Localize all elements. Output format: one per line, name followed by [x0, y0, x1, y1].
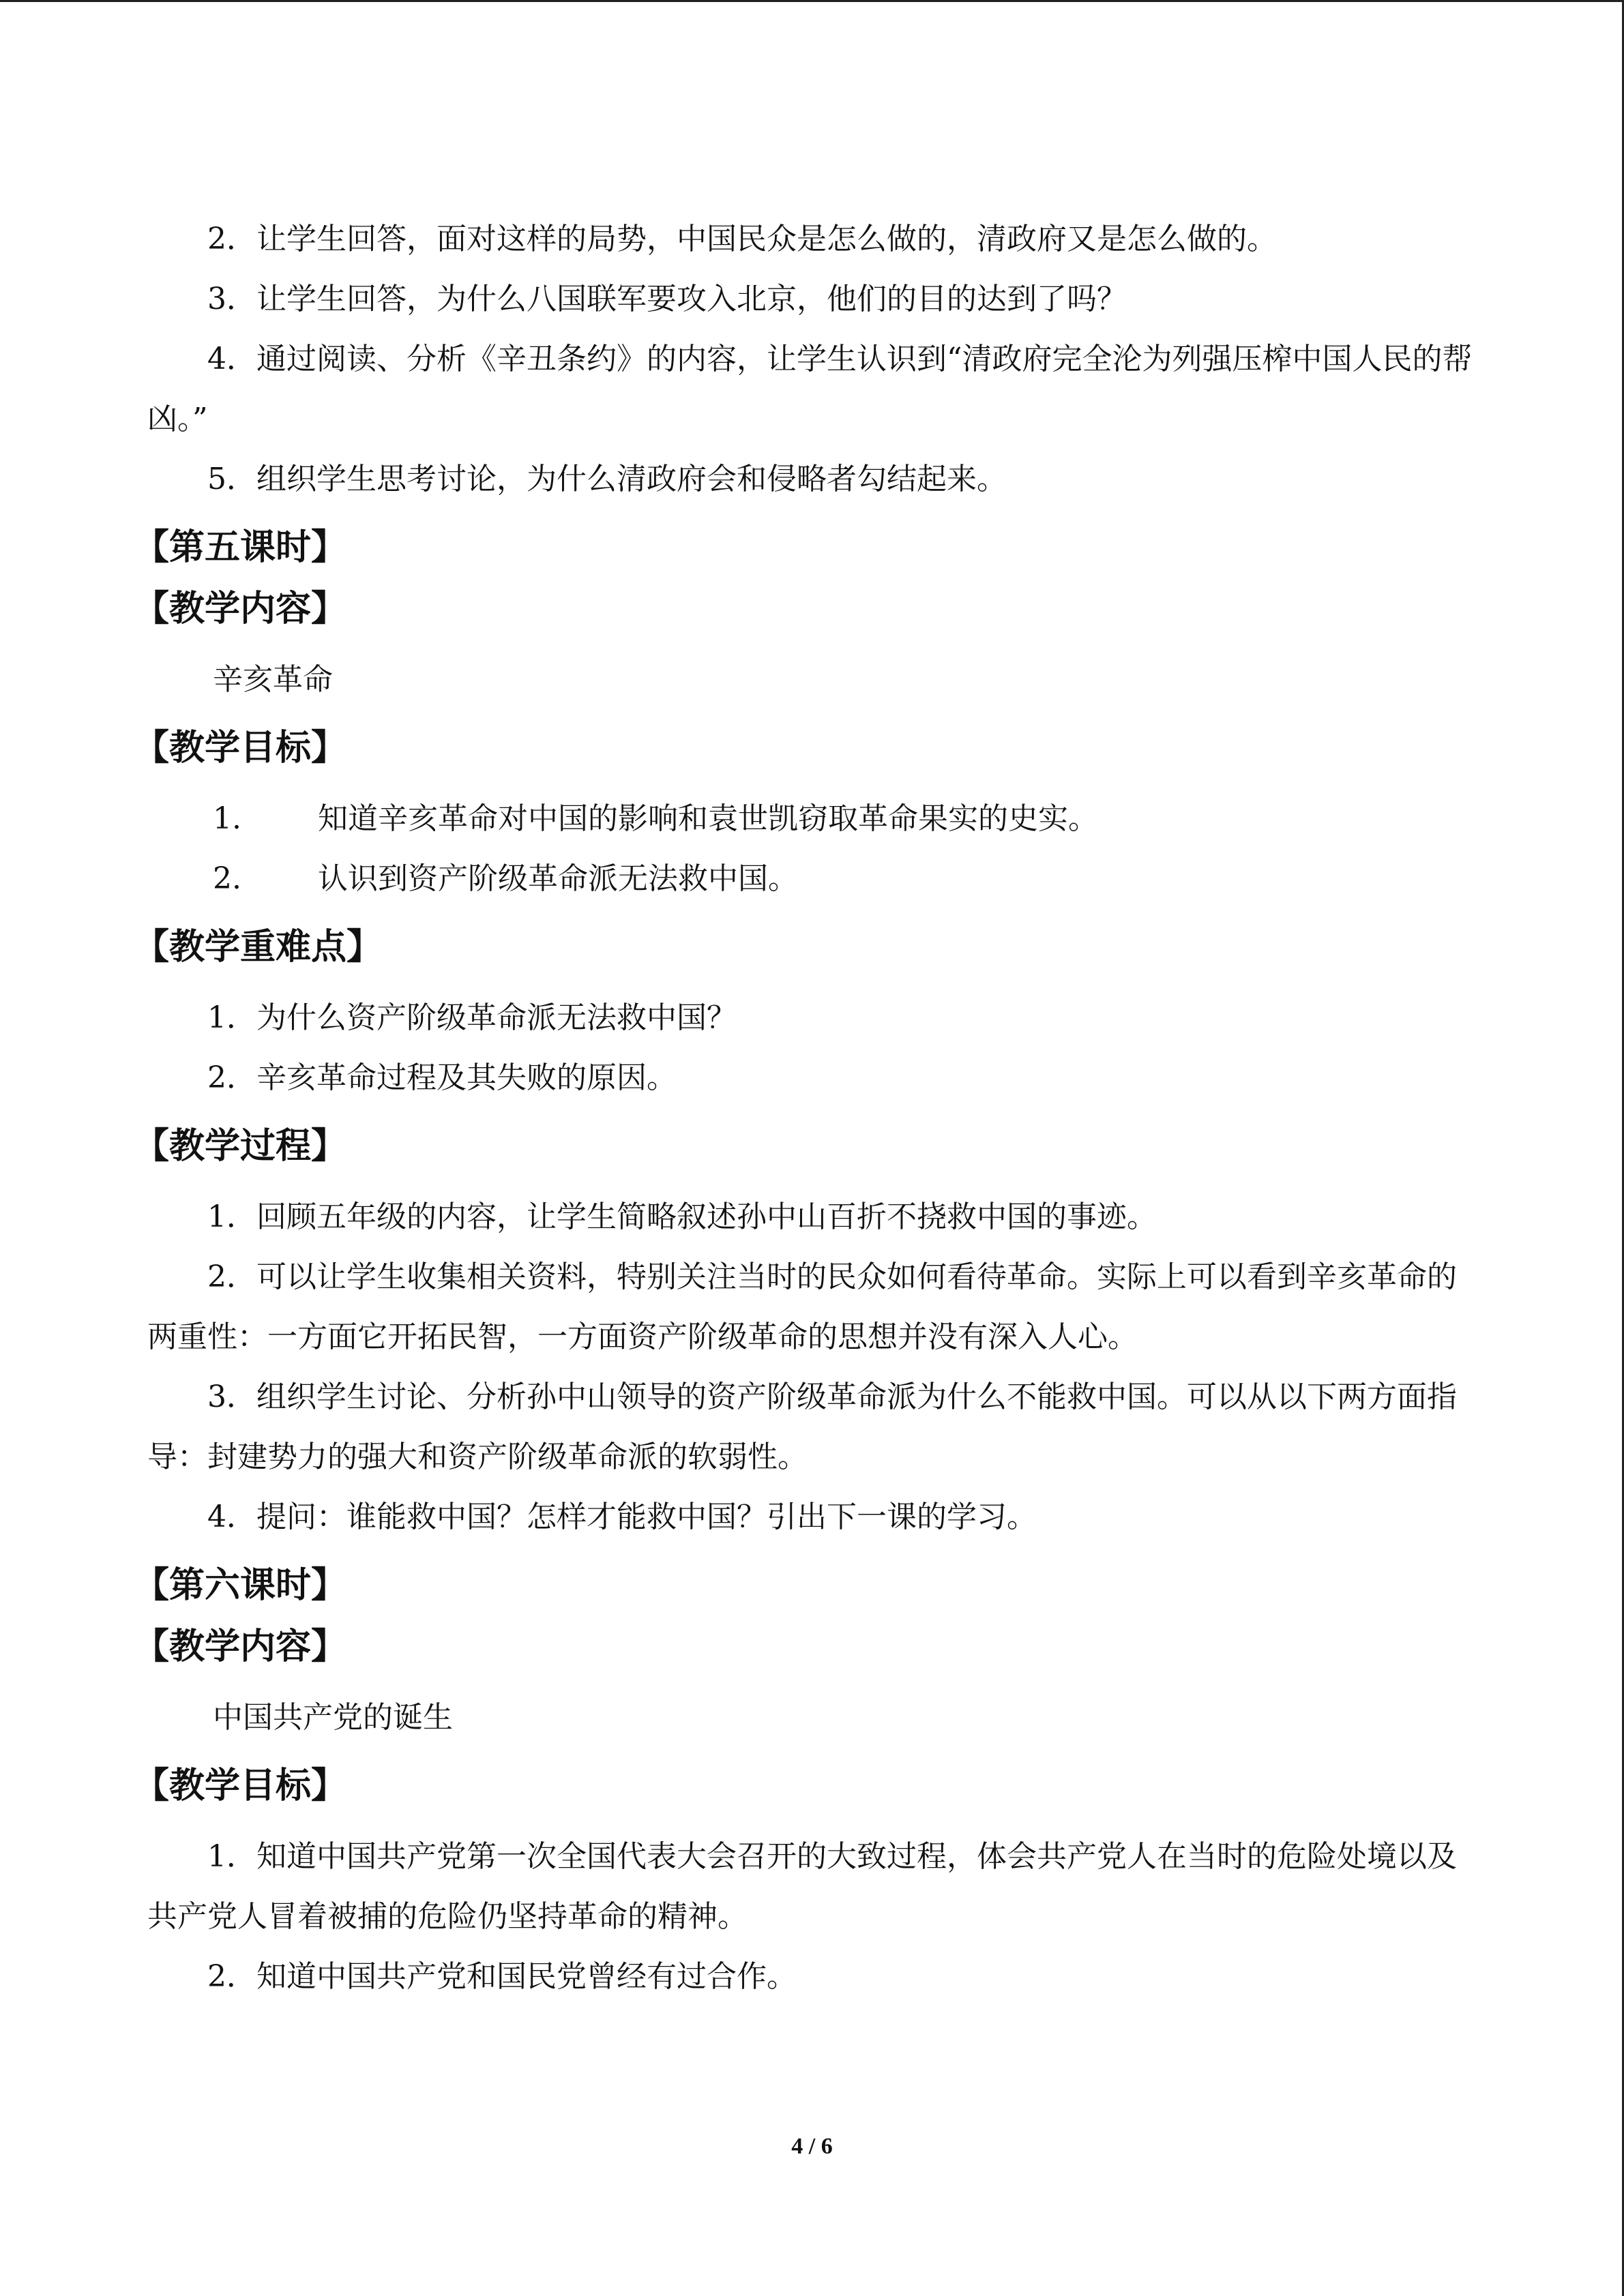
item-number: 2.	[213, 861, 241, 896]
document-body	[134, 209, 1477, 2007]
section-heading: 【教学过程】	[134, 1125, 347, 1167]
paragraph: 2．知道中国共产党和国民党曾经有过合作。	[207, 1959, 797, 1994]
paragraph: 1．为什么资产阶级革命派无法救中国？	[207, 1000, 737, 1035]
section-content: 辛亥革命	[213, 662, 333, 697]
paragraph: 4．通过阅读、分析《辛丑条约》的内容，让学生认识到“清政府完全沦为列强压榨中国人民的帮凶。”	[147, 342, 1473, 436]
item-text: 认识到资产阶级革命派无法救中国。	[318, 861, 798, 896]
paragraph: 3．让学生回答，为什么八国联军要攻入北京，他们的目的达到了吗？	[207, 282, 1127, 316]
item-text: 知道辛亥革命对中国的影响和袁世凯窃取革命果实的史实。	[318, 801, 1098, 836]
page-number: 4 / 6	[791, 2134, 833, 2159]
section-heading: 【第五课时】	[134, 526, 347, 568]
item-number: 1.	[213, 801, 241, 836]
paragraph: 2．让学生回答，面对这样的局势，中国民众是怎么做的，清政府又是怎么做的。	[207, 222, 1277, 256]
section-heading: 【教学目标】	[134, 727, 347, 769]
section-heading: 【教学目标】	[134, 1765, 347, 1806]
paragraph: 5．组织学生思考讨论，为什么清政府会和侵略者勾结起来。	[207, 462, 1007, 496]
section-heading: 【教学重难点】	[134, 926, 383, 968]
numbered-item	[147, 789, 1477, 849]
paragraph: 1．知道中国共产党第一次全国代表大会召开的大致过程，体会共产党人在当时的危险处境以及共产党人冒着被捕的危险仍坚持革命的精神。	[147, 1839, 1457, 1934]
paragraph: 4．提问：谁能救中国？怎样才能救中国？引出下一课的学习。	[207, 1500, 1037, 1534]
section-heading: 【教学内容】	[134, 1626, 347, 1667]
paragraph: 3．组织学生讨论、分析孙中山领导的资产阶级革命派为什么不能救中国。可以从以下两方面指导：封建势力的强大和资产阶级革命派的软弱性。	[147, 1380, 1457, 1474]
paragraph: 2．可以让学生收集相关资料，特别关注当时的民众如何看待革命。实际上可以看到辛亥革命的两重性：一方面它开拓民智，一方面资产阶级革命的思想并没有深入人心。	[147, 1259, 1457, 1354]
section-heading: 【教学内容】	[134, 588, 347, 629]
section-heading: 【第六课时】	[134, 1564, 347, 1606]
paragraph: 1．回顾五年级的内容，让学生简略叙述孙中山百折不挠救中国的事迹。	[207, 1199, 1157, 1234]
numbered-item	[147, 849, 1477, 909]
section-content: 中国共产党的诞生	[213, 1700, 453, 1735]
paragraph: 2．辛亥革命过程及其失败的原因。	[207, 1060, 677, 1095]
